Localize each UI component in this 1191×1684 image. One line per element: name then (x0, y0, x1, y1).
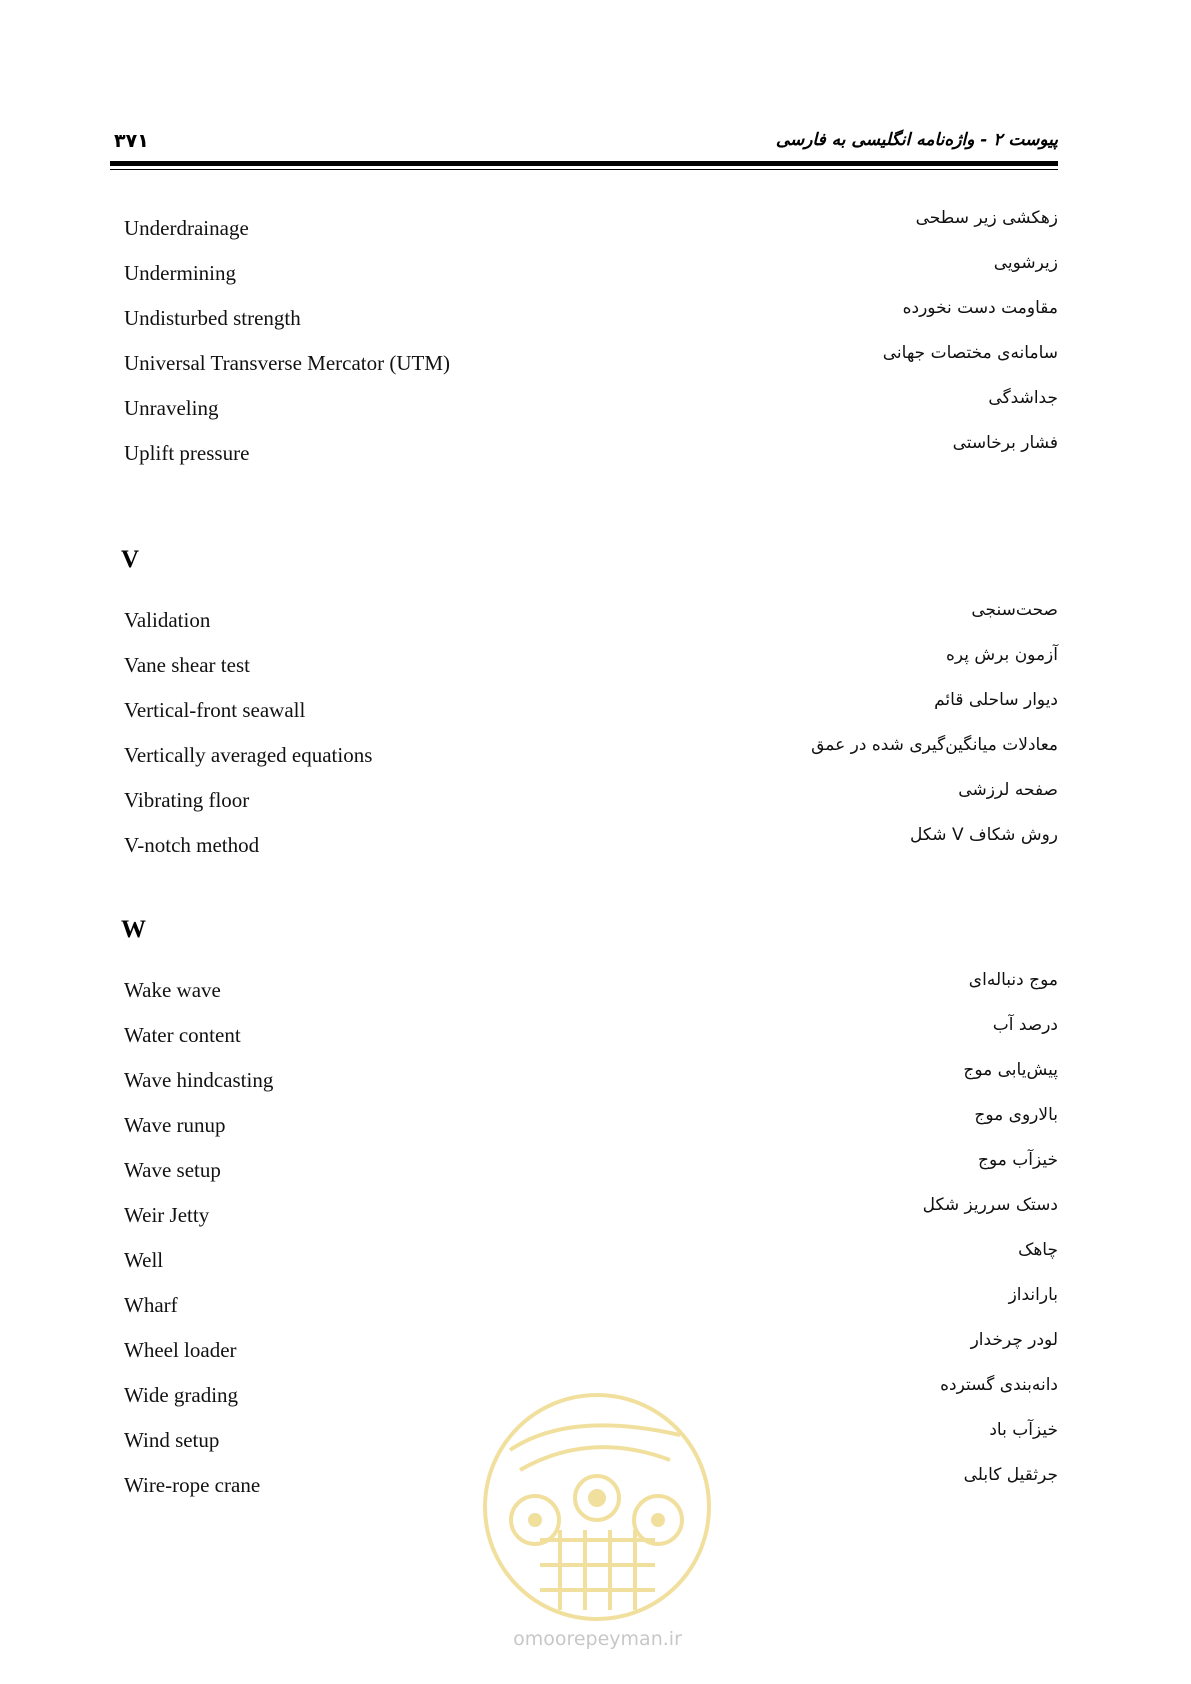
page-header (110, 120, 1058, 164)
glossary-row (124, 735, 1058, 780)
term-persian: پیش‌یابی موج (963, 1060, 1058, 1080)
glossary-row (124, 208, 1058, 253)
term-english: Wave runup (124, 1113, 226, 1137)
glossary-row (124, 1330, 1058, 1375)
term-persian: جداشدگی (988, 388, 1058, 408)
watermark (480, 1390, 715, 1650)
term-english: Water content (124, 1023, 241, 1047)
glossary-row (124, 1285, 1058, 1330)
term-persian: دیوار ساحلی قائم (934, 690, 1058, 710)
term-english: Wave setup (124, 1158, 221, 1182)
section-letter-w: W (121, 916, 146, 943)
glossary-row (124, 1240, 1058, 1285)
term-english: Vertical-front seawall (124, 698, 306, 722)
glossary-row (124, 600, 1058, 645)
header-rule-thick (110, 161, 1058, 166)
term-english: Undermining (124, 261, 236, 285)
glossary-row (124, 298, 1058, 343)
glossary-row (124, 1015, 1058, 1060)
glossary-row (124, 1060, 1058, 1105)
running-title: پیوست ۲ - واژه‌نامه انگلیسی به فارسی (775, 130, 1058, 150)
term-persian: فشار برخاستی (952, 433, 1058, 453)
term-persian: زیرشویی (993, 253, 1058, 273)
term-english: Wharf (124, 1293, 178, 1317)
glossary-row (124, 433, 1058, 478)
term-english: Undisturbed strength (124, 306, 301, 330)
term-english: Vane shear test (124, 653, 250, 677)
glossary-row (124, 780, 1058, 825)
term-persian: سامانه‌ی مختصات جهانی (882, 343, 1058, 363)
glossary-row (124, 1195, 1058, 1240)
term-english: V-notch method (124, 833, 260, 857)
term-persian: روش شکاف V شکل (910, 825, 1058, 845)
term-persian: جرثقیل کابلی (963, 1465, 1058, 1485)
header-rule-thin (110, 169, 1058, 170)
term-english: Wake wave (124, 978, 221, 1002)
watermark-emblem-icon (480, 1390, 715, 1625)
glossary-row (124, 645, 1058, 690)
term-english: Wave hindcasting (124, 1068, 274, 1092)
term-english: Uplift pressure (124, 441, 250, 465)
term-english: Underdrainage (124, 216, 249, 240)
glossary-row (124, 1150, 1058, 1195)
glossary-row (124, 825, 1058, 870)
term-persian: موج دنباله‌ای (968, 970, 1058, 990)
section-v (124, 600, 1058, 870)
term-persian: خیزآب موج (977, 1150, 1058, 1170)
term-english: Wire-rope crane (124, 1473, 261, 1497)
term-english: Wind setup (124, 1428, 220, 1452)
term-english: Validation (124, 608, 211, 632)
term-english: Weir Jetty (124, 1203, 210, 1227)
page-number: ۳۷۱ (114, 130, 149, 152)
term-persian: بالاروی موج (974, 1105, 1058, 1125)
term-english: Well (124, 1248, 164, 1272)
term-english: Wheel loader (124, 1338, 237, 1362)
term-persian: درصد آب (992, 1015, 1058, 1035)
term-persian: لودر چرخدار (970, 1330, 1058, 1350)
term-persian: چاهک (1018, 1240, 1058, 1260)
term-persian: آزمون برش پره (946, 645, 1058, 665)
term-english: Vibrating floor (124, 788, 250, 812)
glossary-row (124, 388, 1058, 433)
term-persian: صحت‌سنجی (971, 600, 1058, 620)
term-english: Universal Transverse Mercator (UTM) (124, 351, 451, 375)
term-persian: دستک سرریز شکل (922, 1195, 1058, 1215)
glossary-row (124, 970, 1058, 1015)
term-persian: دانه‌بندی گسترده (940, 1375, 1058, 1395)
term-persian: بارانداز (1008, 1285, 1058, 1305)
section-letter-v: V (121, 546, 140, 573)
term-english: Wide grading (124, 1383, 239, 1407)
term-persian: مقاومت دست نخورده (902, 298, 1058, 318)
glossary-row (124, 690, 1058, 735)
term-persian: خیزآب باد (989, 1420, 1058, 1440)
term-english: Unraveling (124, 396, 219, 420)
watermark-url: omoorepeyman.ir (513, 1628, 682, 1650)
glossary-row (124, 1105, 1058, 1150)
term-persian: صفحه لرزشی (958, 780, 1058, 800)
section-u (124, 208, 1058, 478)
glossary-row (124, 253, 1058, 298)
term-english: Vertically averaged equations (124, 743, 373, 767)
term-persian: زهکشی زیر سطحی (915, 208, 1058, 228)
term-persian: معادلات میانگین‌گیری شده در عمق (811, 735, 1058, 755)
glossary-row (124, 343, 1058, 388)
